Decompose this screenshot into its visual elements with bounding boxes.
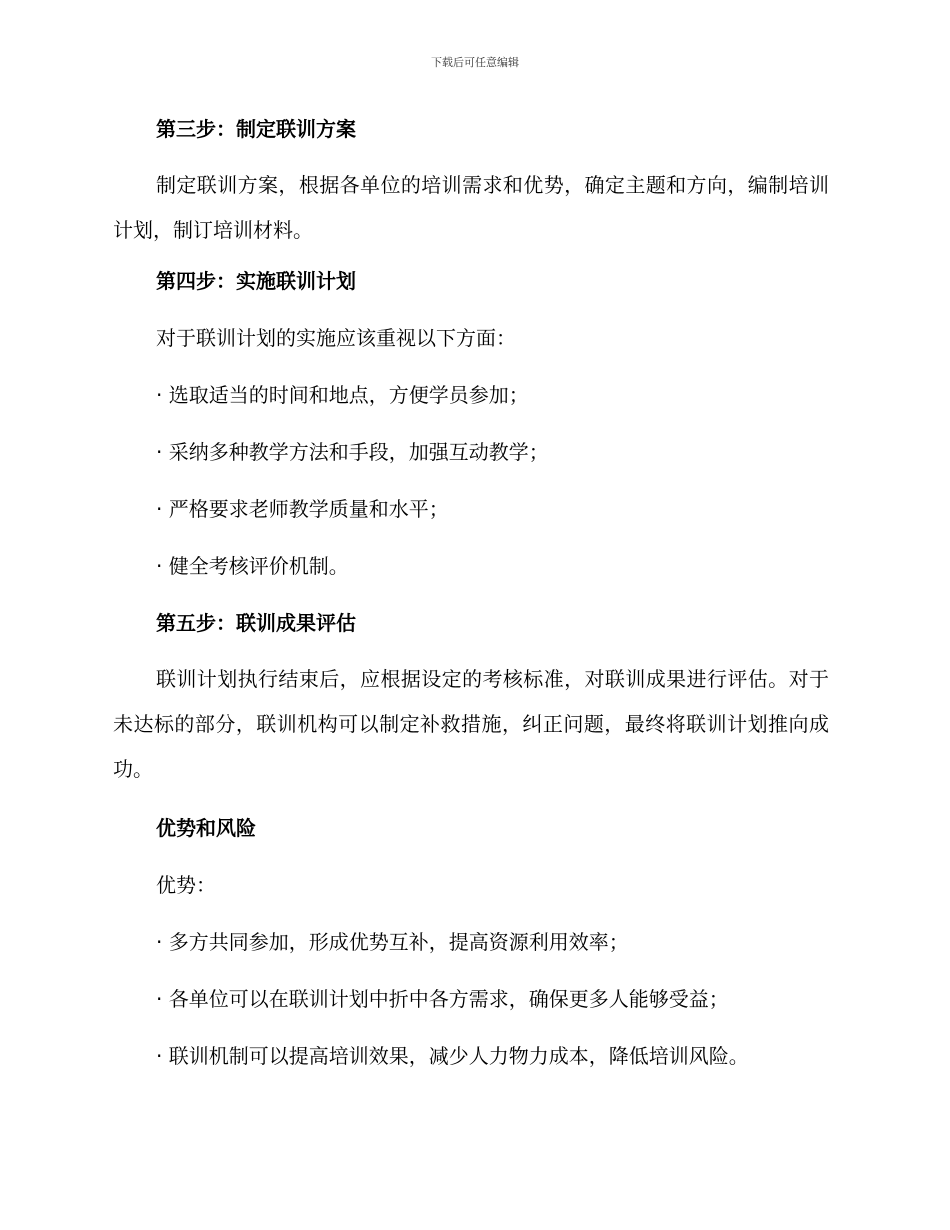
document-body (113, 113, 829, 1072)
step3-paragraph: 制定联训方案，根据各单位的培训需求和优势，确定主题和方向，编制培训计划，制订培训材料。 (113, 173, 829, 242)
pros-label: 优势： (156, 873, 216, 897)
step4-intro: 对于联训计划的实施应该重视以下方面： (156, 326, 516, 350)
step4-bullet-3: · 严格要求老师教学质量和水平； (156, 497, 449, 521)
step5-paragraph: 联训计划执行结束后，应根据设定的考核标准，对联训成果进行评估。对于未达标的部分，联训机构可以制定补救措施，纠正问题，最终将联训计划推向成功。 (113, 667, 829, 781)
pros-bullet-3: · 联训机制可以提高培训效果，减少人力物力成本，降低培训风险。 (156, 1044, 749, 1068)
step4-bullet-2: · 采纳多种教学方法和手段，加强互动教学； (156, 440, 549, 464)
step4-bullet-1: · 选取适当的时间和地点，方便学员参加； (156, 383, 529, 407)
step4-heading: 第四步：实施联训计划 (156, 269, 356, 293)
step4-bullet-4: · 健全考核评价机制。 (156, 554, 349, 578)
step3-heading: 第三步：制定联训方案 (156, 117, 356, 141)
header-note: 下载后可任意编辑 (431, 56, 519, 69)
pros-bullet-2: · 各单位可以在联训计划中折中各方需求，确保更多人能够受益； (156, 987, 729, 1011)
step5-heading: 第五步：联训成果评估 (156, 611, 356, 635)
pros-risks-heading: 优势和风险 (156, 816, 256, 840)
pros-bullet-1: · 多方共同参加，形成优势互补，提高资源利用效率； (156, 930, 629, 954)
